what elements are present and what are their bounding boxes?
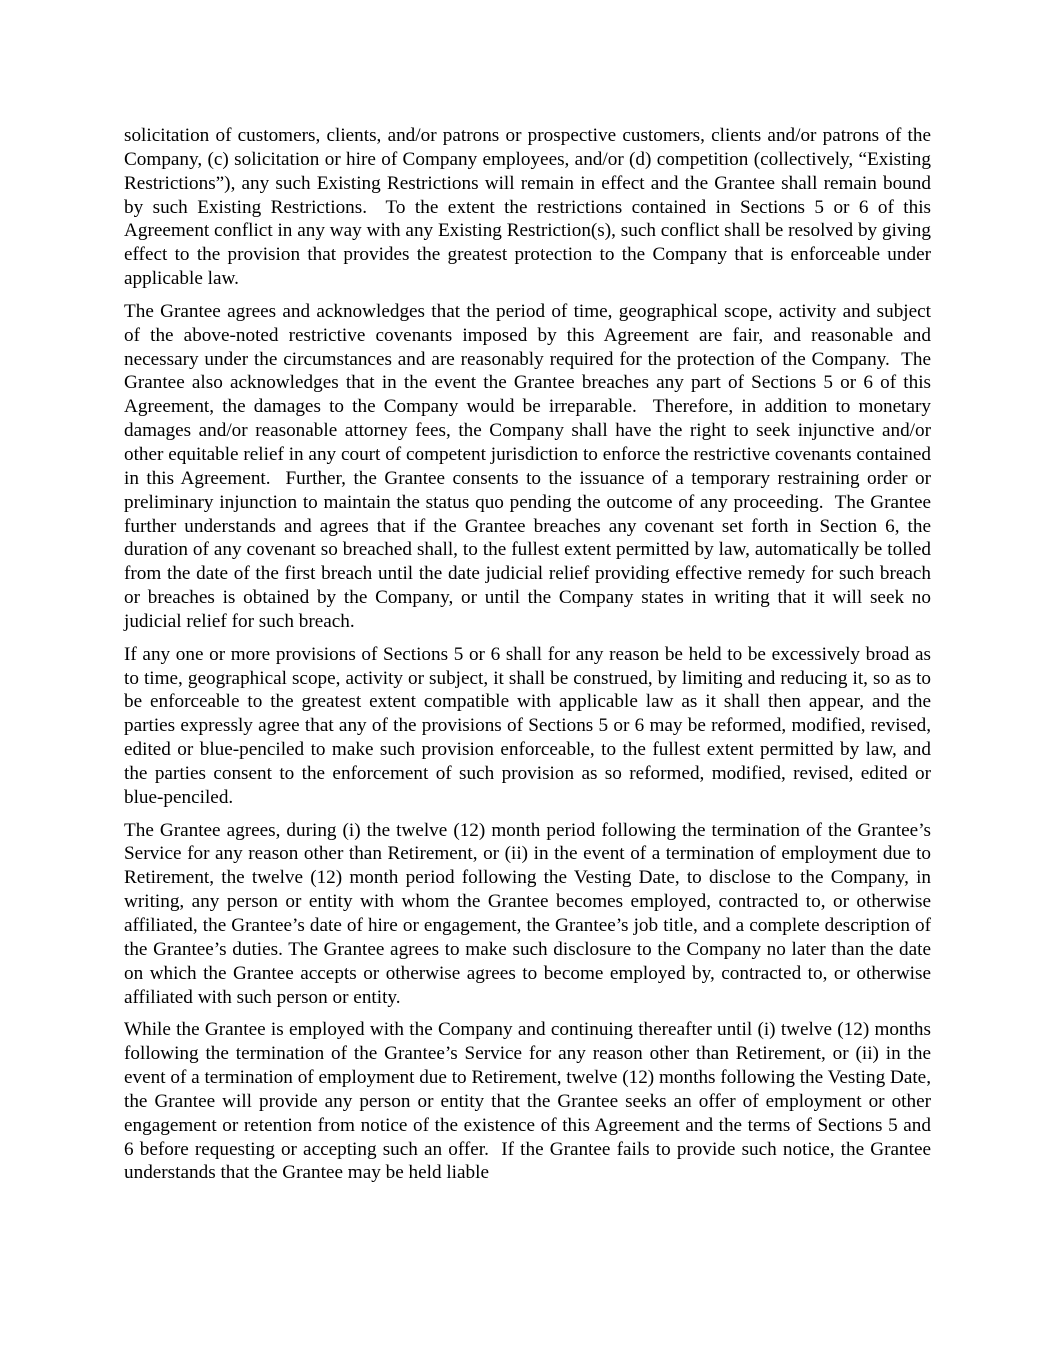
document-page	[124, 124, 936, 1194]
paragraph-severability-reformation: If any one or more provisions of Sections 5 or 6 shall for any reason be held to be excessively broad as to time, geographical scope, activity or subject, it shall be construed, by limiting and reducing it, so as to be enforceable to the greatest extent compatible with applicable law as it shall then appear, and the parties expressly agree that any of the provisions of Sections 5 or 6 may be reformed, modified, revised, edited or blue-penciled to make such provision enforceable, to the fullest extent permitted by law, and the parties consent to the enforcement of such provision as so reformed, modified, revised, edited or blue-penciled.	[124, 643, 936, 808]
paragraph-acknowledgement-of-covenants: The Grantee agrees and acknowledges that the period of time, geographical scope, activity and subject of the above-noted restrictive covenants imposed by this Agreement are fair, and reasonable and necessary under the circumstances and are reasonably required for the protection of the Company. The Grantee also acknowledges that in the event the Grantee breaches any part of Sections 5 or 6 of this Agreement, the damages to the Company would be irreparable. Therefore, in addition to monetary damages and/or reasonable attorney fees, the Company shall have the right to seek injunctive and/or other equitable relief in any court of competent jurisdiction to enforce the restrictive covenants contained in this Agreement. Further, the Grantee consents to the issuance of a temporary restraining order or preliminary injunction to maintain the status quo pending the outcome of any proceeding. The Grantee further understands and agrees that if the Grantee breaches any covenant set forth in Section 6, the duration of any covenant so breached shall, to the fullest extent permitted by law, automatically be tolled from the date of the first breach until the date judicial relief providing effective remedy for such breach or breaches is obtained by the Company, or until the Company states in writing that it will seek no judicial relief for such breach.	[124, 300, 936, 632]
paragraph-notice-to-prospective-employers: While the Grantee is employed with the Company and continuing thereafter until (i) twelve (12) months following the termination of the Grantee’s Service for any reason other than Retirement, or (ii) in the event of a termination of employment due to Retirement, twelve (12) months following the Vesting Date, the Grantee will provide any person or entity that the Grantee seeks an offer of employment or other engagement or retention from notice of the existence of this Agreement and the terms of Sections 5 and 6 before requesting or accepting such an offer. If the Grantee fails to provide such notice, the Grantee understands that the Grantee may be held liable	[124, 1019, 936, 1184]
paragraph-disclosure-obligation: The Grantee agrees, during (i) the twelve (12) month period following the termination of the Grantee’s Service for any reason other than Retirement, or (ii) in the event of a termination of employment due to Retirement, the twelve (12) month period following the Vesting Date, to disclose to the Company, in writing, any person or entity with whom the Grantee becomes employed, contracted to, or otherwise affiliated, the Grantee’s date of hire or engagement, the Grantee’s job title, and a complete description of the Grantee’s duties. The Grantee agrees to make such disclosure to the Company no later than the date on which the Grantee accepts or otherwise agrees to become employed by, contracted to, or otherwise affiliated with such person or entity.	[124, 819, 936, 1008]
paragraph-existing-restrictions: solicitation of customers, clients, and/or patrons or prospective customers, clients and/or patrons of the Company, (c) solicitation or hire of Company employees, and/or (d) competition (collectively, “Existing Restrictions”), any such Existing Restrictions will remain in effect and the Grantee shall remain bound by such Existing Restrictions. To the extent the restrictions contained in Sections 5 or 6 of this Agreement conflict in any way with any Existing Restriction(s), such conflict shall be resolved by giving effect to the provision that provides the greatest protection to the Company that is enforceable under applicable law.	[124, 125, 936, 290]
